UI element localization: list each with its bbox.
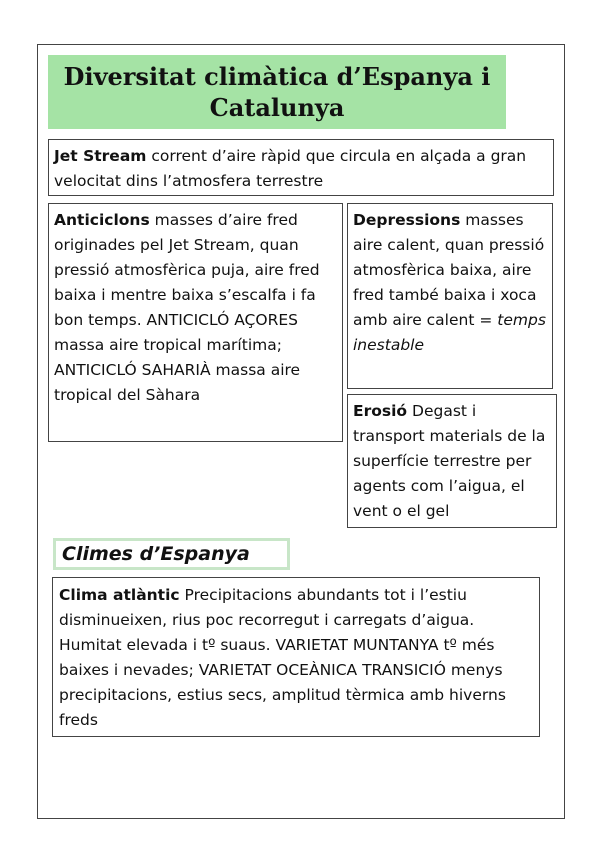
depressions-definition <box>353 208 547 358</box>
depressions-text: masses aire calent, quan pressió atmosfèrica baixa, aire fred també baixa i xoca amb aire calent = <box>353 211 545 329</box>
depressions-term: Depressions <box>353 211 461 229</box>
clima-atlantic-text: Precipitacions abundants tot i l’estiu disminueixen, rius poc recorregut i carregats d’aigua. Humitat elevada i tº suaus. VARIETAT MUNTANYA tº més baixes i nevades; VARIETAT OCEÀNICA TRANSICIÓ menys precipitacions, estius secs, amplitud tèrmica amb hiverns freds <box>59 586 506 729</box>
clima-atlantic-box <box>52 577 540 737</box>
jet-stream-definition <box>54 144 548 194</box>
anticiclons-box <box>48 203 343 442</box>
anticiclons-definition <box>54 208 337 408</box>
section-title: Climes d’Espanya <box>62 543 250 565</box>
jet-stream-term: Jet Stream <box>54 147 147 165</box>
section-title-box <box>53 538 290 570</box>
title-box <box>48 55 506 129</box>
erosio-definition <box>353 399 551 524</box>
depressions-emphasis: temps inestable <box>353 311 546 354</box>
anticiclons-text: masses d’aire fred originades pel Jet Stream, quan pressió atmosfèrica puja, aire fred baixa i mentre baixa s’escalfa i fa bon temps. ANTICICLÓ AÇORES massa aire tropical marítima; ANTICICLÓ SAHARIÀ massa aire tropical del Sàhara <box>54 211 320 404</box>
clima-atlantic-definition <box>59 583 533 733</box>
erosio-text: Degast i transport materials de la superfície terrestre per agents com l’aigua, el vent o el gel <box>353 402 546 520</box>
jet-stream-box <box>48 139 554 196</box>
anticiclons-term: Anticiclons <box>54 211 150 229</box>
depressions-box <box>347 203 553 389</box>
erosio-box <box>347 394 557 528</box>
clima-atlantic-term: Clima atlàntic <box>59 586 180 604</box>
erosio-term: Erosió <box>353 402 408 420</box>
page-title: Diversitat climàtica d’Espanya i Catalunya <box>63 62 491 122</box>
jet-stream-text: corrent d’aire ràpid que circula en alçada a gran velocitat dins l’atmosfera terrestre <box>54 147 527 190</box>
